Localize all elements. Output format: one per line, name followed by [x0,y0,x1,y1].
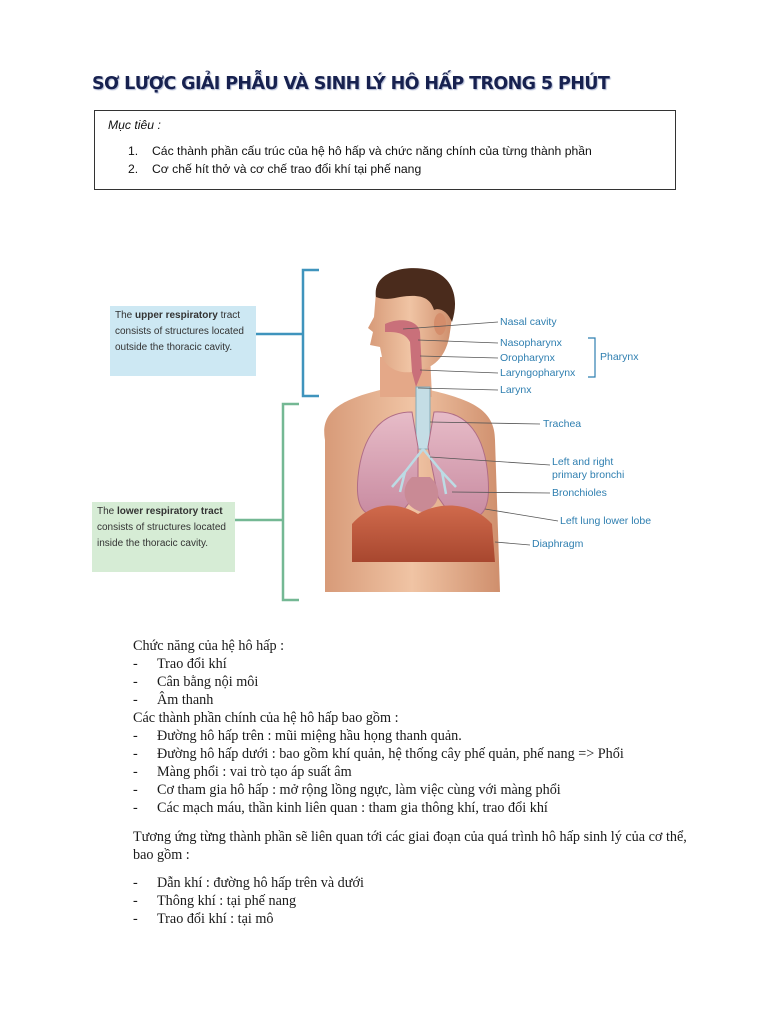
objective-number: 1. [128,144,139,158]
callout-bold-text: lower respiratory tract [117,506,223,517]
label-oropharynx: Oropharynx [500,352,555,364]
page-title: SƠ LƯỢC GIẢI PHẪU VÀ SINH LÝ HÔ HẤP TRONG 5 PHÚT [92,74,610,94]
components-heading: Các thành phần chính của hệ hô hấp bao gồm : [133,710,399,726]
label-bronchi: primary bronchi [552,469,625,481]
diaphragm-shape [352,505,495,562]
list-item: - Thông khí : tại phế nang [133,892,364,910]
functions-heading: Chức năng của hệ hô hấp : [133,638,285,654]
functions-section [133,637,624,817]
list-item: - Trao đổi khí [133,655,624,673]
stages-list [133,874,364,928]
list-item: - Cơ tham gia hô hấp : mở rộng lồng ngực, làm việc cùng với màng phổi [133,781,624,799]
components-list [133,727,624,817]
lower-tract-callout [92,502,235,572]
callout-text: consists of structures located inside the thoracic cavity. [97,522,226,549]
list-item: - Dẫn khí : đường hô hấp trên và dưới [133,874,364,892]
list-item: - Âm thanh [133,691,624,709]
objective-text: Cơ chế hít thở và cơ chế trao đổi khí tại phế nang [152,162,422,176]
objective-item [128,162,421,176]
trachea-shape [416,387,430,449]
list-item: - Các mạch máu, thần kinh liên quan : tham gia thông khí, trao đổi khí [133,799,624,817]
objective-text: Các thành phần cấu trúc của hệ hô hấp và chức năng chính của từng thành phần [152,144,592,158]
label-bronchi: Left and right [552,456,614,468]
list-item: - Đường hô hấp dưới : bao gồm khí quản, hệ thống cây phế quản, phế nang => Phổi [133,745,624,763]
label-diaphragm: Diaphragm [532,538,584,550]
label-pharynx: Pharynx [600,351,639,363]
label-bronchioles: Bronchioles [552,487,607,499]
label-nasal-cavity: Nasal cavity [500,316,557,328]
objectives-box [94,110,676,190]
label-larynx: Larynx [500,384,532,396]
functions-list [133,655,624,709]
label-left-lung-lower-lobe: Left lung lower lobe [560,515,652,527]
callout-text: tract consists of structures located outside the thoracic cavity. [115,310,244,353]
list-item: - Cân bằng nội môi [133,673,624,691]
objective-number: 2. [128,162,139,176]
lower-tract-bracket [235,404,299,600]
list-item: - Màng phổi : vai trò tạo áp suất âm [133,763,624,781]
list-item: - Trao đổi khí : tại mô [133,910,364,928]
callout-bold-text: upper respiratory [135,310,218,321]
list-item: - Đường hô hấp trên : mũi miệng hầu họng thanh quản. [133,727,624,745]
callout-text: The [97,506,118,517]
respiratory-system-figure [97,262,680,608]
stages-section [133,874,364,928]
pharynx-bracket [588,338,595,377]
upper-tract-bracket [256,270,319,396]
label-trachea: Trachea [543,418,582,430]
upper-tract-callout [110,306,256,376]
ear-shape [434,313,446,335]
objectives-heading: Mục tiêu : [108,118,161,132]
objective-item [128,144,592,158]
callout-text: The [115,310,136,321]
stages-intro: Tương ứng từng thành phần sẽ liên quan tới các giai đoạn của quá trình hô hấp sinh lý của cơ thể, bao gồm : [133,829,687,863]
label-laryngopharynx: Laryngopharynx [500,367,576,379]
label-nasopharynx: Nasopharynx [500,337,562,349]
